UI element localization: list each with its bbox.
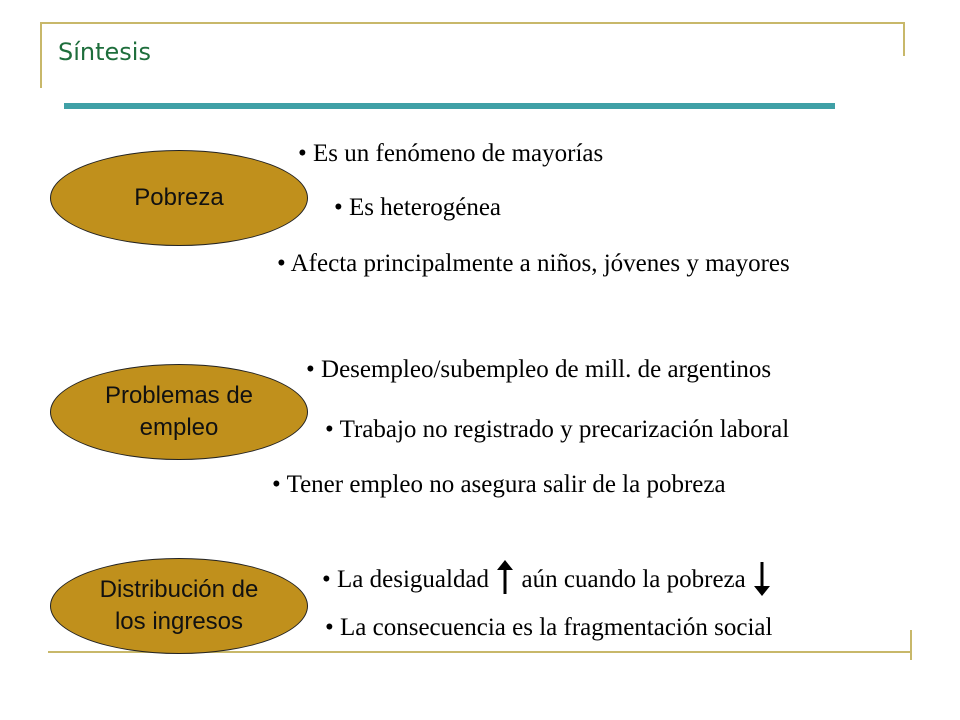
bullet-text: Afecta principalmente a niños, jóvenes y mayores bbox=[290, 250, 790, 277]
bullet-text: aún cuando la pobreza bbox=[521, 566, 746, 594]
bullet-text: Tener empleo no asegura salir de la pobreza bbox=[286, 471, 726, 498]
distribucion-label-line2: los ingresos bbox=[114, 608, 244, 635]
empleo-oval bbox=[50, 364, 308, 460]
up-arrow-icon bbox=[495, 560, 515, 603]
pobreza-oval bbox=[50, 150, 308, 246]
frame-bottom-right-line bbox=[910, 630, 912, 660]
slide-title: Síntesis bbox=[58, 38, 151, 66]
bullet-item: • Afecta principalmente a niños, jóvenes y mayores bbox=[277, 250, 790, 277]
bullet-text: La consecuencia es la fragmentación social bbox=[340, 614, 773, 641]
distribucion-label-line1: Distribución de bbox=[99, 575, 259, 603]
bullet-text: La desigualdad bbox=[337, 566, 490, 594]
distribucion-oval bbox=[50, 558, 308, 654]
bullet-item: • La desigualdad aún cuando la pobreza bbox=[322, 560, 772, 603]
frame-top-line bbox=[40, 22, 904, 24]
title-accent-bar bbox=[64, 103, 835, 109]
bullet-item: • Es heterogénea bbox=[334, 194, 502, 221]
pobreza-label: Pobreza bbox=[134, 183, 224, 211]
down-arrow-icon bbox=[752, 560, 772, 603]
bullet-item: • Tener empleo no asegura salir de la pobreza bbox=[272, 471, 726, 498]
bullet-text: Desempleo/subempleo de mill. de argentinos bbox=[321, 356, 772, 383]
frame-right-line bbox=[903, 22, 905, 56]
bullet-text: Es un fenómeno de mayorías bbox=[313, 140, 604, 167]
bullet-item: • Es un fenómeno de mayorías bbox=[298, 140, 604, 167]
bullet-item: • La consecuencia es la fragmentación social bbox=[325, 614, 773, 641]
bullet-text: Trabajo no registrado y precarización laboral bbox=[339, 416, 790, 443]
frame-left-line bbox=[40, 22, 42, 88]
bullet-item: • Desempleo/subempleo de mill. de argentinos bbox=[306, 356, 772, 383]
bullet-text: Es heterogénea bbox=[349, 194, 502, 221]
bullet-item: • Trabajo no registrado y precarización laboral bbox=[325, 416, 790, 443]
empleo-label-line2: empleo bbox=[139, 414, 219, 441]
empleo-label-line1: Problemas de bbox=[104, 381, 254, 409]
